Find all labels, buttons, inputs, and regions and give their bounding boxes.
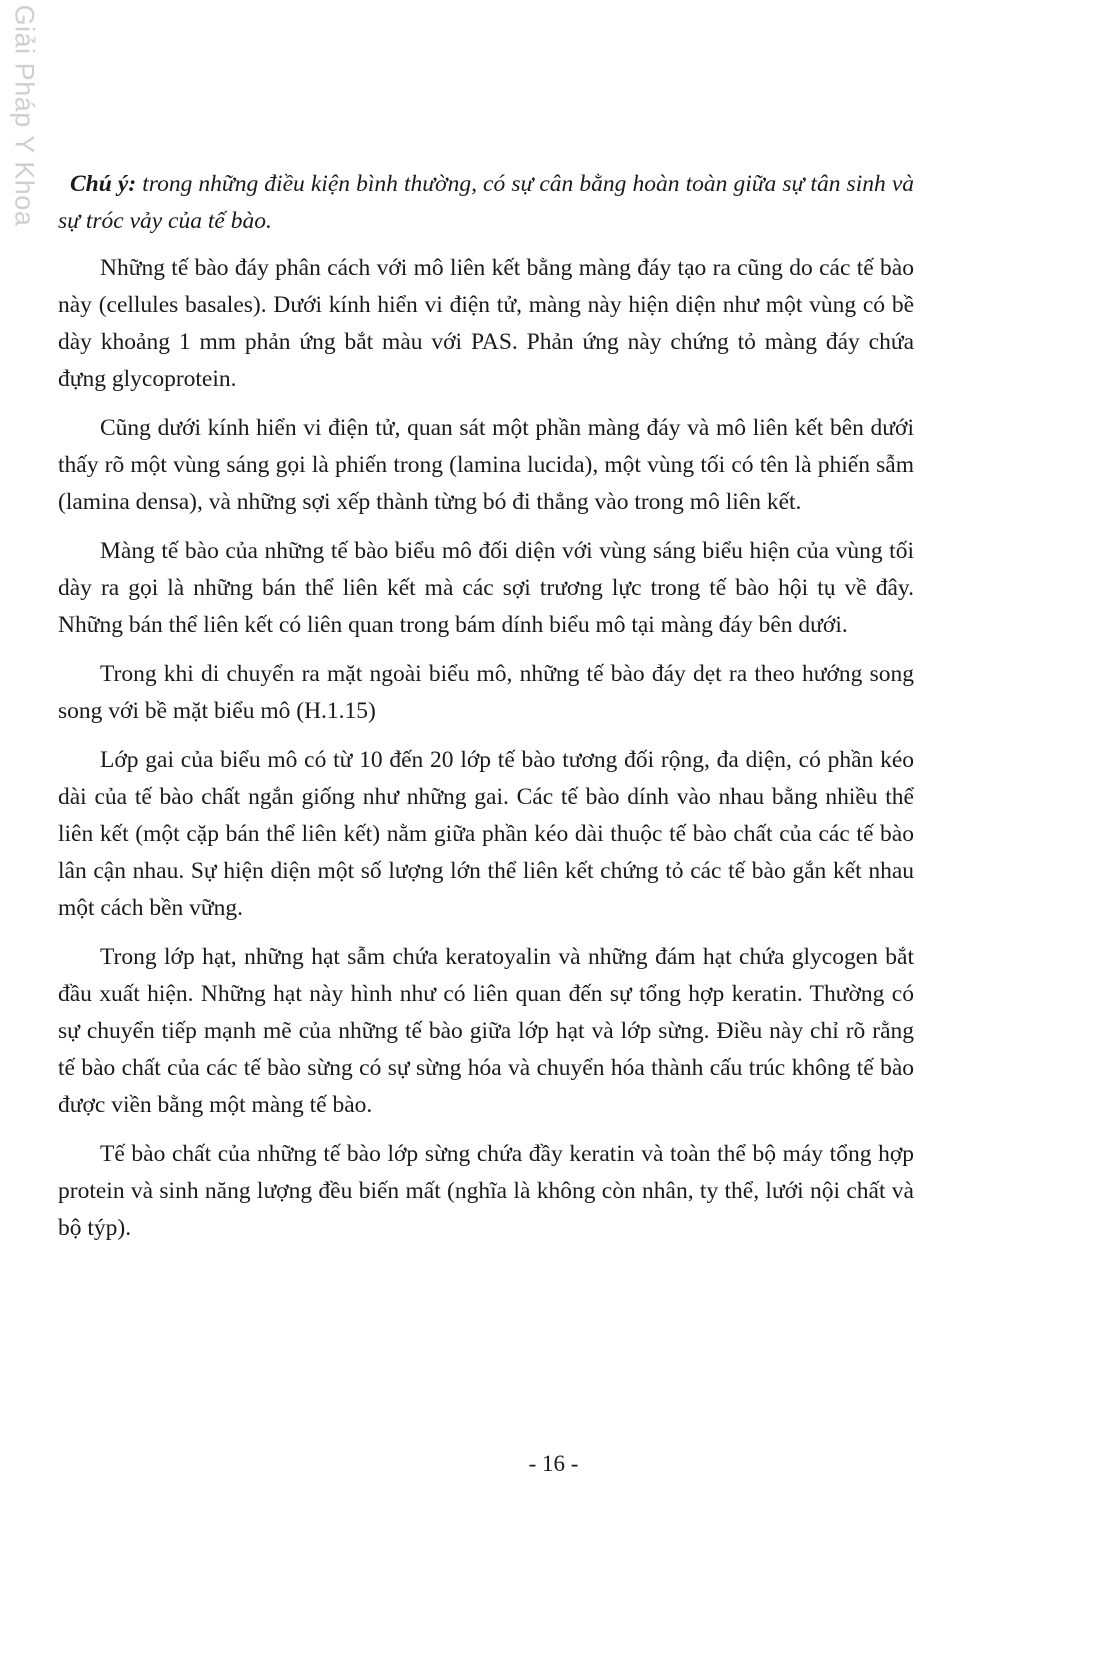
note-label: Chú ý: bbox=[70, 171, 137, 197]
paragraph-granular-layer: Trong lớp hạt, những hạt sẫm chứa keratoyalin và những đám hạt chứa glycogen bắt đầu xuất hiện. Những hạt này hình như có liên quan đến sự tổng hợp keratin. Thường có sự chuyển tiếp mạnh mẽ của những tế bào giữa lớp hạt và lớp sừng. Điều này chỉ rõ rằng tế bào chất của các tế bào sừng có sự sừng hóa và chuyển hóa thành cấu trúc không tế bào được viền bằng một màng tế bào. bbox=[58, 944, 914, 1118]
page-number: - 16 - bbox=[528, 1451, 579, 1476]
page-body bbox=[58, 166, 914, 1259]
paragraph-hemidesmosomes: Màng tế bào của những tế bào biểu mô đối diện với vùng sáng biểu hiện của vùng tối dày ra gọi là những bán thể liên kết mà các sợi trương lực trong tế bào hội tụ về đây. Những bán thể liên kết có liên quan trong bám dính biểu mô tại màng đáy bên dưới. bbox=[58, 538, 914, 638]
paragraph-electron-microscope: Cũng dưới kính hiển vi điện tử, quan sát một phần màng đáy và mô liên kết bên dưới thấy rõ một vùng sáng gọi là phiến trong (lamina lucida), một vùng tối có tên là phiến sẫm (lamina densa), và những sợi xếp thành từng bó đi thẳng vào trong mô liên kết. bbox=[58, 415, 914, 515]
paragraph-spinous-layer: Lớp gai của biểu mô có từ 10 đến 20 lớp tế bào tương đối rộng, đa diện, có phần kéo dài của tế bào chất ngắn giống như những gai. Các tế bào dính vào nhau bằng nhiều thể liên kết (một cặp bán thể liên kết) nằm giữa phần kéo dài thuộc tế bào chất của các tế bào lân cận nhau. Sự hiện diện một số lượng lớn thể liên kết chứng tỏ các tế bào gắn kết nhau một cách bền vững. bbox=[58, 747, 914, 921]
watermark-text: Giải Pháp Y Khoa bbox=[9, 4, 40, 226]
note-paragraph bbox=[58, 166, 914, 240]
paragraph-basal-membrane: Những tế bào đáy phân cách với mô liên kết bằng màng đáy tạo ra cũng do các tế bào này (cellules basales). Dưới kính hiển vi điện tử, màng này hiện diện như một vùng có bề dày khoảng 1 mm phản ứng bắt màu với PAS. Phản ứng này chứng tỏ màng đáy chứa đựng glycoprotein. bbox=[58, 255, 914, 392]
paragraph-basal-cells-migration: Trong khi di chuyển ra mặt ngoài biểu mô, những tế bào đáy dẹt ra theo hướng song song với bề mặt biểu mô (H.1.15) bbox=[58, 661, 914, 724]
watermark bbox=[4, 4, 44, 226]
note-text: trong những điều kiện bình thường, có sự cân bằng hoàn toàn giữa sự tân sinh và sự tróc vảy của tế bào. bbox=[58, 171, 914, 234]
paragraph-horny-layer: Tế bào chất của những tế bào lớp sừng chứa đầy keratin và toàn thể bộ máy tổng hợp protein và sinh năng lượng đều biến mất (nghĩa là không còn nhân, ty thể, lưới nội chất và bộ týp). bbox=[58, 1141, 914, 1241]
